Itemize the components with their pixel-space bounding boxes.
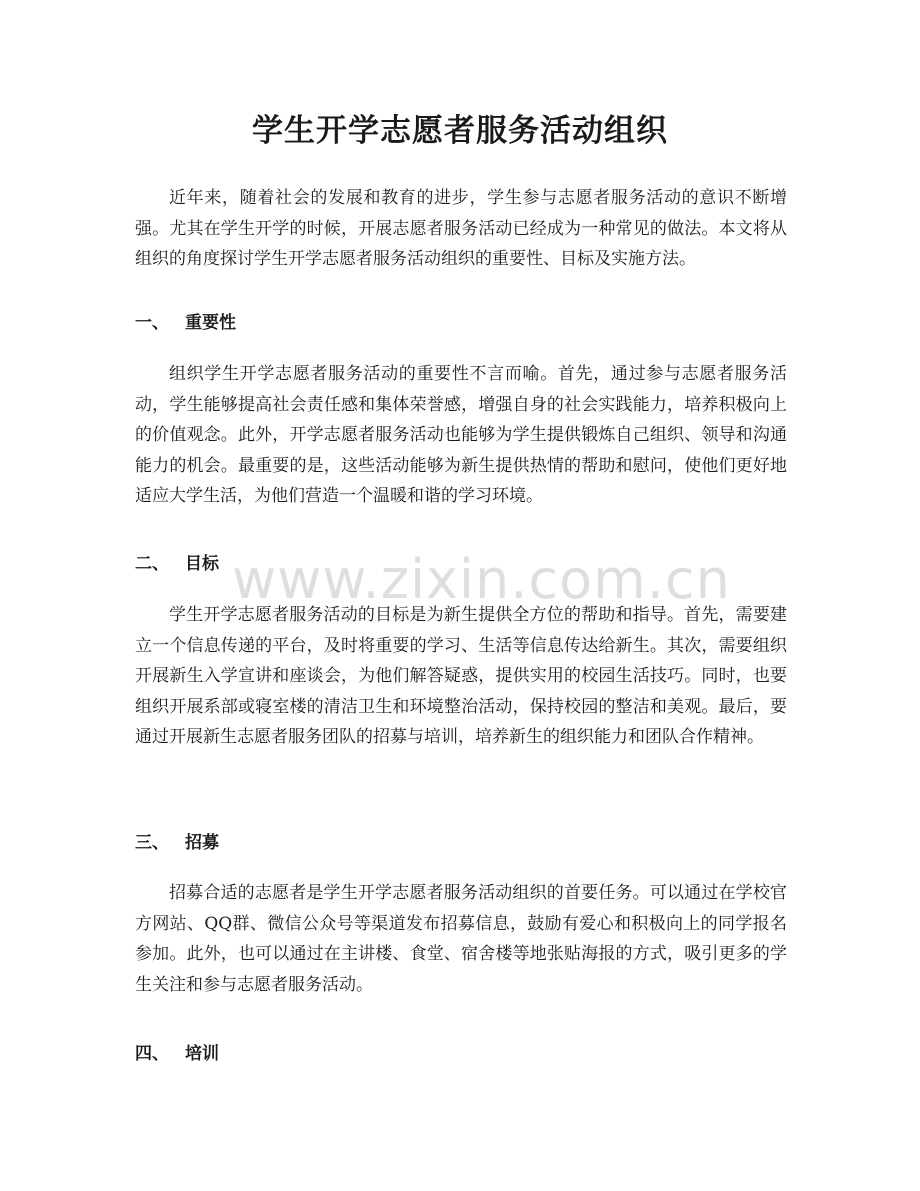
section-title: 招募	[185, 833, 219, 853]
watermark: www.zixin.com.cn	[232, 548, 731, 611]
intro-paragraph: 近年来，随着社会的发展和教育的进步，学生参与志愿者服务活动的意识不断增强。尤其在学生开学的时候，开展志愿者服务活动已经成为一种常见的做法。本文将从组织的角度探讨学生开学志愿者服务活动组织的重要性、目标及实施方法。	[135, 188, 787, 269]
section-title: 重要性	[185, 313, 236, 333]
section-number: 三、	[135, 833, 169, 853]
section-number: 二、	[135, 554, 169, 574]
section-body-goals: 学生开学志愿者服务活动的目标是为新生提供全方位的帮助和指导。首先，需要建立一个信息传递的平台，及时将重要的学习、生活等信息传达给新生。其次，需要组织开展新生入学宣讲和座谈会，为他们解答疑惑，提供实用的校园生活技巧。同时，也要组织开展系部或寝室楼的清洁卫生和环境整治活动，保持校园的整洁和美观。最后，要通过开展新生志愿者服务团队的招募与培训，培养新生的组织能力和团队合作精神。	[135, 605, 787, 747]
section-body-recruitment: 招募合适的志愿者是学生开学志愿者服务活动组织的首要任务。可以通过在学校官方网站、QQ群、微信公众号等渠道发布招募信息，鼓励有爱心和积极向上的同学报名参加。此外，也可以通过在主讲楼、食堂、宿舍楼等地张贴海报的方式，吸引更多的学生关注和参与志愿者服务活动。	[135, 883, 787, 995]
section-number: 四、	[135, 1044, 169, 1064]
document-title: 学生开学志愿者服务活动组织	[252, 113, 668, 149]
section-body-importance: 组织学生开学志愿者服务活动的重要性不言而喻。首先，通过参与志愿者服务活动，学生能够提高社会责任感和集体荣誉感，增强自身的社会实践能力，培养积极向上的价值观念。此外，开学志愿者服务活动也能够为学生提供锻炼自己组织、领导和沟通能力的机会。最重要的是，这些活动能够为新生提供热情的帮助和慰问，使他们更好地适应大学生活，为他们营造一个温暖和谐的学习环境。	[135, 364, 787, 506]
section-title: 培训	[185, 1044, 219, 1064]
section-title: 目标	[185, 554, 219, 574]
section-heading-recruitment	[135, 829, 787, 857]
section-heading-training	[135, 1040, 787, 1068]
section-heading-goals	[135, 550, 787, 578]
section-number: 一、	[135, 313, 169, 333]
section-heading-importance	[135, 309, 787, 337]
